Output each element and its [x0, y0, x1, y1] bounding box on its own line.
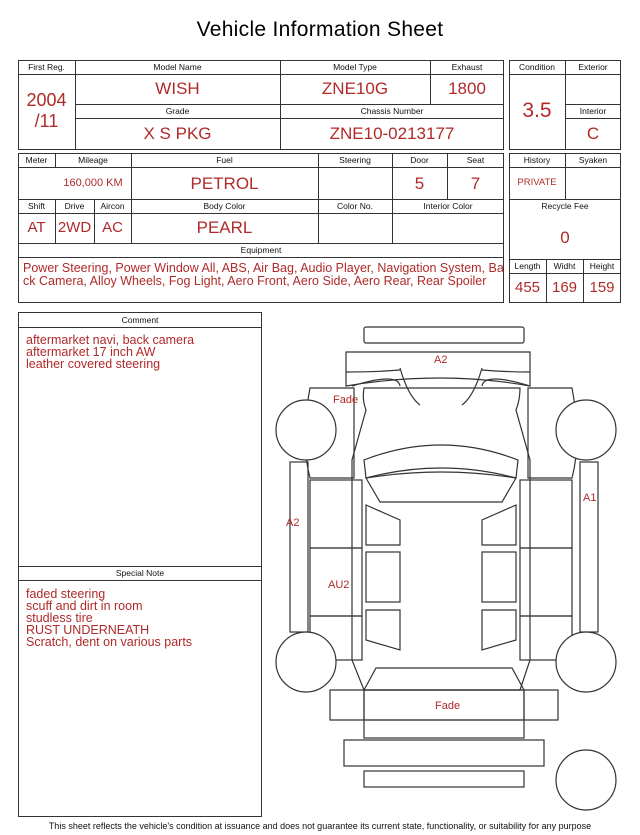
special-note-line: scuff and dirt in room [26, 599, 143, 613]
first-reg-month: /11 [34, 111, 59, 131]
drive-value: 2WD [57, 219, 92, 236]
equipment-line: ck Camera, Alloy Wheels, Fog Light, Aero Front, Aero Side, Aero Rear, Rear Spoiler [23, 274, 487, 288]
special-note-line: studless tire [26, 611, 93, 625]
roof-bar [364, 327, 524, 343]
first-reg-year: 2004 [26, 90, 67, 110]
rear-step [364, 771, 524, 787]
special-note-line: Scratch, dent on various parts [26, 635, 193, 649]
mileage-label: Mileage [78, 155, 108, 165]
wheel-front-left [276, 400, 336, 460]
mark-left-door: A2 [286, 517, 300, 529]
grade-label: Grade [165, 106, 190, 116]
model-type-value: ZNE10G [321, 79, 389, 98]
trim-line [400, 368, 482, 405]
mark-right-side: A1 [583, 492, 597, 504]
width-value: 169 [551, 279, 578, 296]
windshield [364, 445, 518, 478]
syaken-label: Syaken [578, 155, 608, 165]
door-value: 5 [414, 174, 425, 193]
mark-left-rear: AU2 [328, 579, 350, 591]
fuel-label: Fuel [216, 155, 233, 165]
special-note-label: Special Note [115, 568, 165, 578]
recycle-fee-label: Recycle Fee [541, 201, 589, 211]
length-value: 455 [514, 279, 541, 296]
right-window [482, 505, 516, 545]
special-note-line: faded steering [26, 587, 106, 601]
wheel-rear-left [276, 632, 336, 692]
hood-panel [366, 472, 516, 502]
body-outline [352, 388, 530, 690]
seat-label: Seat [466, 155, 485, 165]
height-value: 159 [589, 279, 615, 296]
rear-panel [364, 720, 524, 738]
comment-line: leather covered steering [26, 357, 161, 371]
rear-window [364, 668, 524, 690]
chassis-value: ZNE10-0213177 [329, 124, 455, 143]
body-color-label: Body Color [203, 201, 246, 211]
right-front-door [520, 480, 572, 548]
interior-color-label: Interior Color [423, 201, 473, 211]
aircon-value: AC [102, 219, 123, 236]
interior-grade: C [586, 124, 600, 143]
comment-label: Comment [121, 315, 159, 325]
color-no-label: Color No. [337, 201, 373, 211]
recycle-fee-value: 0 [560, 228, 570, 247]
model-name-value: WISH [155, 79, 200, 98]
model-name-label: Model Name [153, 62, 202, 72]
door-label: Door [410, 155, 429, 165]
trim-line [346, 370, 530, 372]
right-rear-door [520, 548, 572, 616]
left-side-sill [290, 462, 308, 632]
mark-top: A2 [434, 354, 448, 366]
grade-value: X S PKG [143, 124, 212, 143]
equipment-line: Power Steering, Power Window All, ABS, Air Bag, Audio Player, Navigation System, Ba [23, 261, 504, 275]
condition-score: 3.5 [522, 99, 552, 122]
meter-label: Meter [25, 155, 48, 165]
left-window [366, 610, 400, 650]
steering-label: Steering [339, 155, 371, 165]
body-color-value: PEARL [196, 218, 253, 237]
history-label: History [523, 155, 551, 165]
page-title: Vehicle Information Sheet [196, 18, 444, 41]
equipment-label: Equipment [240, 245, 282, 255]
shift-value: AT [27, 219, 46, 236]
history-value: PRIVATE [517, 177, 557, 188]
drive-label: Drive [64, 201, 85, 211]
length-label: Length [514, 261, 541, 271]
height-label: Height [589, 261, 615, 271]
comment-line: aftermarket 17 inch AW [26, 345, 156, 359]
shift-label: Shift [27, 201, 45, 211]
left-front-door [310, 480, 362, 548]
mileage-value: 160,000 KM [63, 177, 123, 189]
first-reg-label: First Reg. [28, 62, 65, 72]
aircon-label: Aircon [100, 201, 125, 211]
left-window [366, 505, 400, 545]
right-window [482, 552, 516, 602]
wheel-rear-right [556, 632, 616, 692]
mark-front-left: Fade [333, 394, 359, 406]
disclaimer: This sheet reflects the vehicle's condition at issuance and does not guarantee its current state, functionality, or suitability for any purpose [48, 821, 592, 831]
comment-line: aftermarket navi, back camera [26, 333, 195, 347]
condition-label: Condition [519, 62, 555, 72]
wheel-front-right [556, 400, 616, 460]
seat-value: 7 [470, 174, 481, 193]
mark-rear: Fade [435, 700, 461, 712]
special-note-line: RUST UNDERNEATH [26, 623, 150, 637]
exhaust-label: Exhaust [451, 62, 483, 72]
width-label: Widht [553, 261, 576, 271]
chassis-label: Chassis Number [360, 106, 424, 116]
rear-bumper [344, 740, 544, 766]
right-side-sill [580, 462, 598, 632]
left-window [366, 552, 400, 602]
spare-wheel [556, 750, 616, 810]
fuel-value: PETROL [190, 174, 259, 193]
exterior-label: Exterior [578, 62, 608, 72]
exhaust-value: 1800 [448, 79, 486, 98]
right-window [482, 610, 516, 650]
model-type-label: Model Type [333, 62, 377, 72]
interior-label: Interior [579, 106, 607, 116]
